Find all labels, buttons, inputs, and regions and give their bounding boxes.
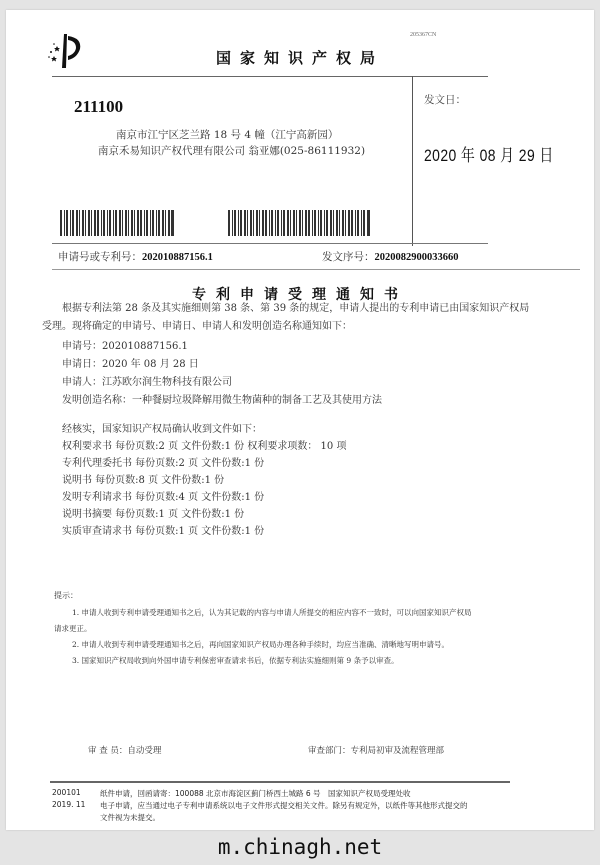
footer-line-1: 纸件申请，回函请寄：100088 北京市海淀区蓟门桥西土城路 6 号 国家知识产权局受理处收 (100, 789, 411, 798)
intro-line-2: 受理。现将确定的申请号、申请日、申请人和发明创造名称通知如下： (42, 321, 352, 332)
examining-department: 审查部门：专利局初审及流程管理部 (308, 746, 445, 756)
ids-top-divider (52, 243, 488, 244)
footer-divider (50, 781, 510, 783)
document-page (6, 10, 594, 830)
note-item-3: 3. 国家知识产权局收到向外国申请专利保密审查请求书后，依据专利法实施细则第 9 条予以审查。 (72, 656, 399, 665)
postcode: 211100 (74, 97, 124, 116)
form-code-footer: 200101 (52, 788, 81, 797)
agency-name: 国家知识产权局 (215, 49, 384, 67)
note-item-2: 2. 申请人收到专利申请受理通知书之后，再向国家知识产权局办理各种手续时，均应当准确、清晰地写明申请号。 (72, 640, 450, 649)
detail-applicant: 申请人：江苏欧尔润生物科技有限公司 (62, 377, 232, 388)
barcode-document (228, 210, 371, 236)
document-number-label: 发文序号： (322, 251, 375, 263)
recipient-address: 南京市江宁区芝兰路 18 号 4 幢（江宁高新园） (116, 129, 339, 141)
footer-line-3: 文件视为未提交。 (100, 813, 160, 822)
ids-bottom-divider (52, 269, 580, 270)
form-code: 205367CN (410, 32, 437, 38)
application-number-value: 202010887156.1 (142, 252, 213, 263)
received-item: 说明书摘要 每份页数:1 页 文件份数:1 份 (62, 509, 245, 520)
detail-application-number: 申请号：202010887156.1 (62, 341, 188, 352)
note-item-1-cont: 请求更正。 (54, 624, 92, 633)
received-item: 说明书 每份页数:8 页 文件份数:1 份 (62, 475, 225, 486)
footer-line-2: 电子申请，应当通过电子专利申请系统以电子文件形式提交相关文件。除另有规定外，以纸件等其他形式提交的 (100, 801, 468, 810)
received-item: 专利代理委托书 每份页数:2 页 文件份数:1 份 (62, 458, 265, 469)
watermark: m.chinagh.net (217, 835, 383, 859)
received-item: 权利要求书 每份页数:2 页 文件份数:1 份 权利要求项数： 10 项 (62, 441, 347, 452)
document-number-value: 2020082900033660 (374, 252, 459, 263)
notice-title: 专利申请受理通知书 (192, 287, 408, 303)
date-box-divider (412, 76, 413, 246)
received-item: 发明专利请求书 每份页数:4 页 文件份数:1 份 (62, 492, 265, 503)
form-version: 2019. 11 (52, 800, 86, 809)
detail-filing-date: 申请日：2020 年 08 月 28 日 (62, 359, 199, 370)
received-item: 实质审查请求书 每份页数:1 页 文件份数:1 份 (62, 526, 265, 537)
notes-heading: 提示： (54, 591, 78, 600)
intro-line-1: 根据专利法第 28 条及其实施细则第 38 条、第 39 条的规定，申请人提出的专利申请已由国家知识产权局 (62, 303, 530, 314)
agent-info: 南京禾易知识产权代理有限公司 翁亚娜(025-86111932) (98, 145, 366, 157)
header-divider (52, 76, 488, 77)
application-number-label: 申请号或专利号： (58, 251, 142, 263)
document-number-field (322, 249, 459, 264)
issue-date-label: 发文日： (424, 94, 466, 106)
note-item-1: 1. 申请人收到专利申请受理通知书之后，认为其记载的内容与申请人所提交的相应内容不一致时，可以向国家知识产权局 (72, 608, 472, 617)
barcode-application (60, 210, 176, 236)
issue-date-value: 2020 年 08 月 29 日 (424, 146, 554, 165)
detail-invention-title: 发明创造名称：一种餐厨垃圾降解用微生物菌种的制备工艺及其使用方法 (62, 395, 382, 406)
examiner: 审 查 员：自动受理 (88, 746, 162, 756)
received-heading: 经核实，国家知识产权局确认收到文件如下： (62, 424, 262, 435)
application-number-field (58, 249, 213, 264)
